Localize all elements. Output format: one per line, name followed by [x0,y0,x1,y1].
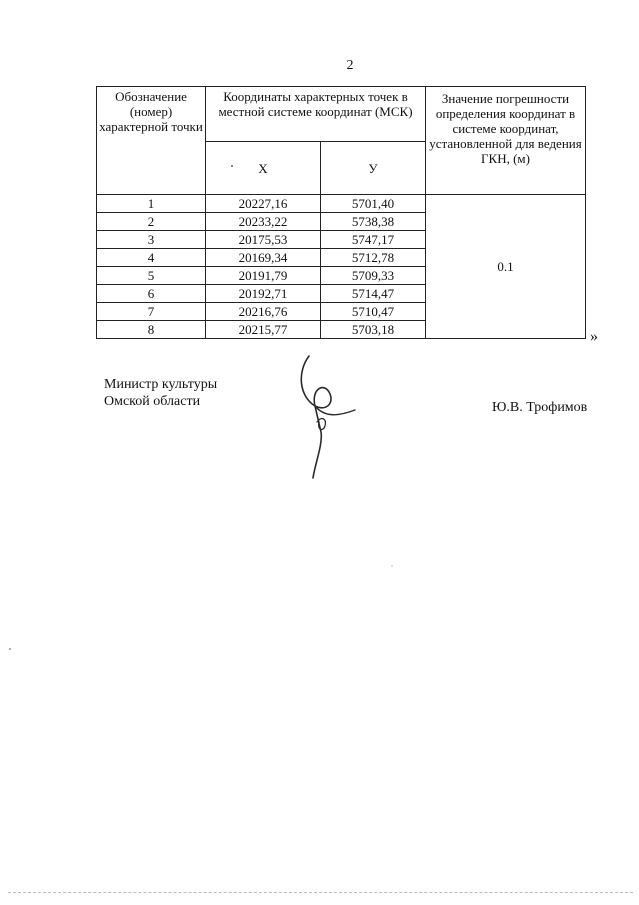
cell-y: 5710,47 [321,303,426,321]
cell-point: 2 [97,213,206,231]
cell-x: 20215,77 [206,321,321,339]
header-x: Х [206,142,321,195]
cell-x: 20175,53 [206,231,321,249]
cell-y: 5714,47 [321,285,426,303]
cell-point: 8 [97,321,206,339]
cell-y: 5703,18 [321,321,426,339]
cell-x: 20191,79 [206,267,321,285]
cell-y: 5712,78 [321,249,426,267]
cell-x: 20227,16 [206,195,321,213]
cell-point: 1 [97,195,206,213]
signer-name: Ю.В. Трофимов [492,400,588,415]
cell-x: 20169,34 [206,249,321,267]
header-error: Значение погрешности определения координат в системе координат, установленной для ведения ГКН, (м) [426,87,586,195]
header-point-label: Обозначение (номер) характерной точки [97,87,206,195]
bottom-scan-edge [8,892,633,893]
cell-point: 7 [97,303,206,321]
header-y: У [321,142,426,195]
cell-x: 20216,76 [206,303,321,321]
header-coordinates-group: Координаты характерных точек в местной системе координат (МСК) [206,87,426,142]
cell-point: 5 [97,267,206,285]
cell-y: 5701,40 [321,195,426,213]
cell-y: 5738,38 [321,213,426,231]
cell-point: 4 [97,249,206,267]
cell-point: 3 [97,231,206,249]
signatory-title-line-1: Министр культуры [104,377,218,392]
cell-x: 20192,71 [206,285,321,303]
page-number: 2 [346,58,354,73]
cell-point: 6 [97,285,206,303]
signatory-title-line-2: Омской области [104,394,201,409]
cell-y: 5747,17 [321,231,426,249]
cell-error-value: 0.1 [426,195,586,339]
closing-quote: » [590,328,598,345]
cell-x: 20233,22 [206,213,321,231]
cell-y: 5709,33 [321,267,426,285]
